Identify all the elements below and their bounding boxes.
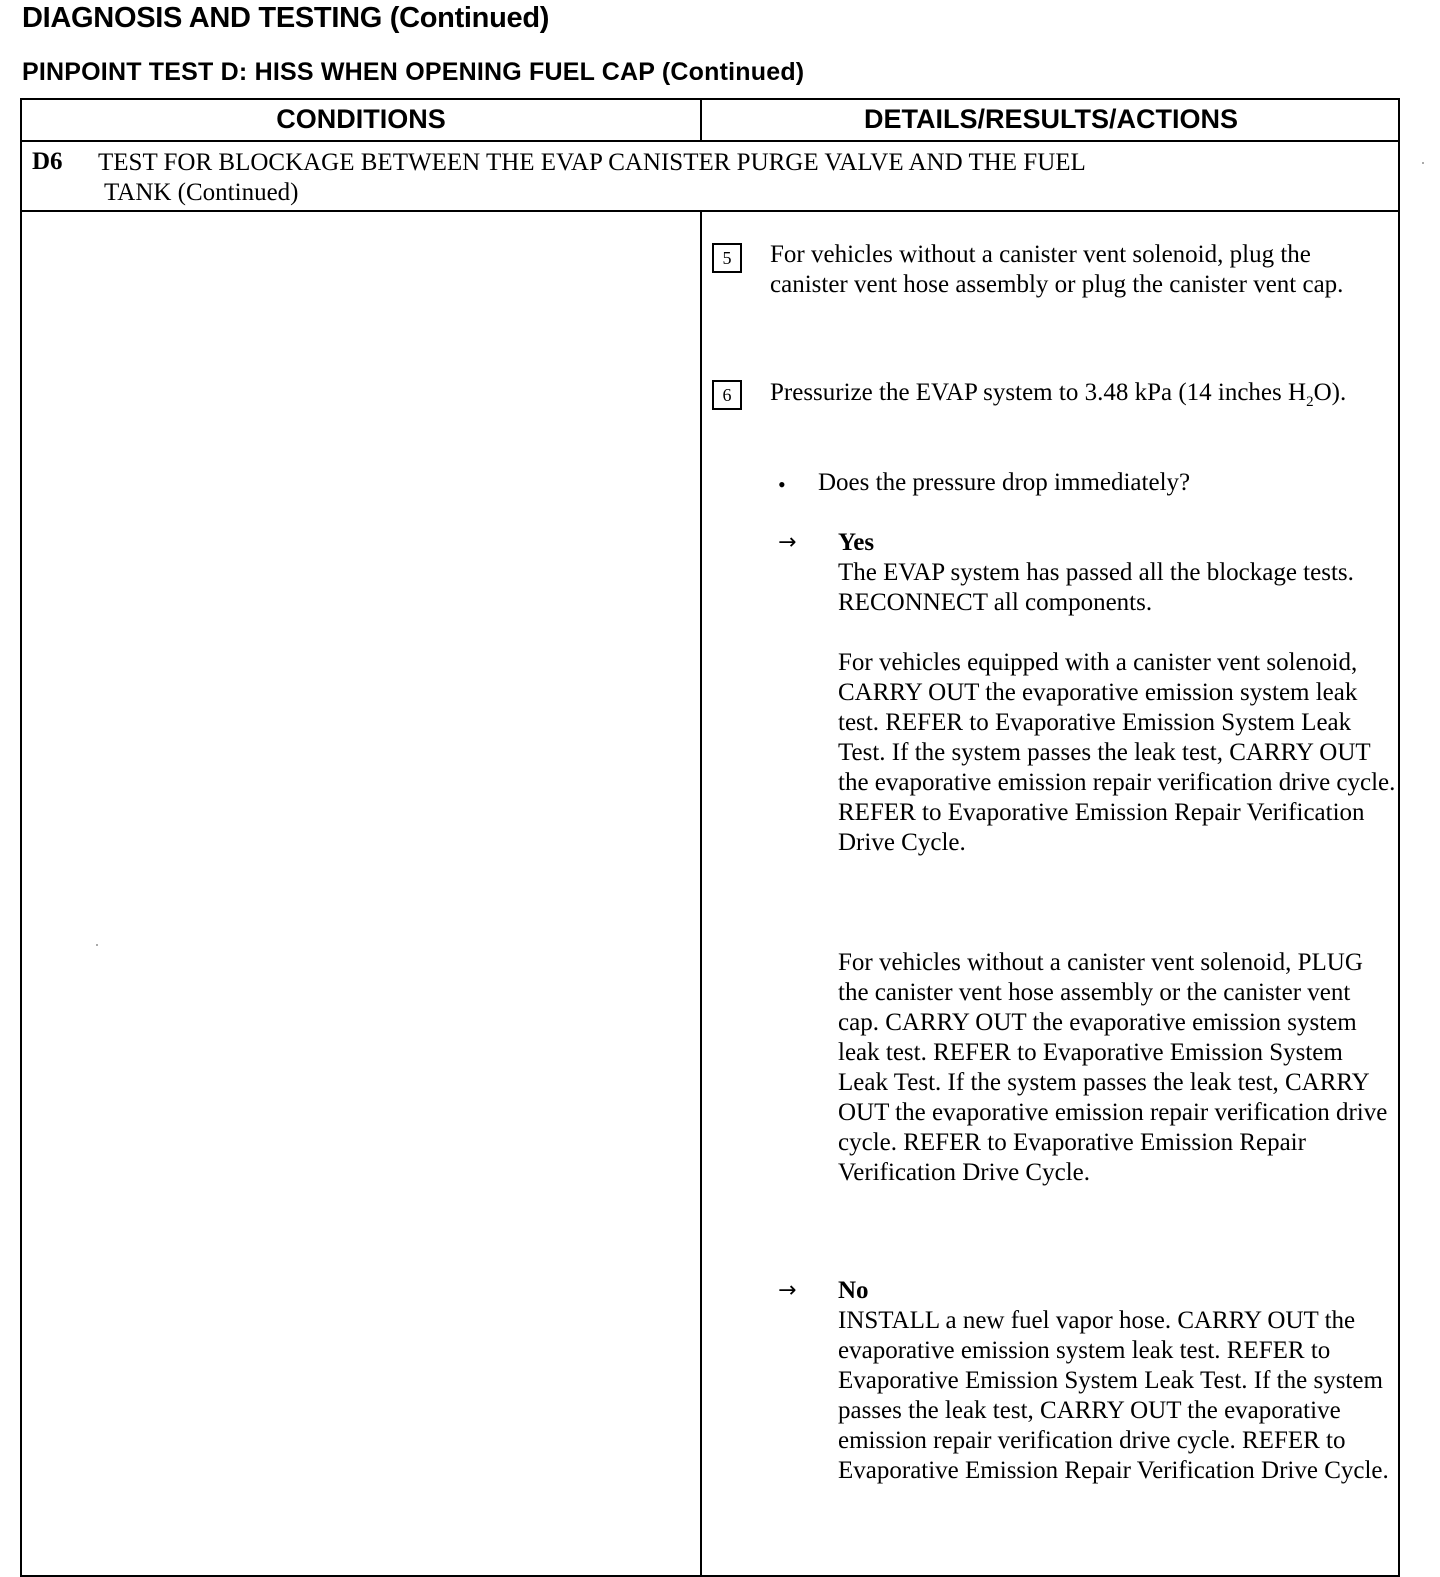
substep-6-text-pre: Pressurize the EVAP system to 3.48 kPa (14 inches H bbox=[770, 379, 1307, 406]
result-yes-paragraph-2: For vehicles equipped with a canister vent solenoid, CARRY OUT the evaporative emission system leak test. REFER to Evaporative Emission System Leak Test. If the system passes the leak test, CARRY OUT the evaporative emission repair verification drive cycle. REFER to Evaporative Emission Repair Verification Drive Cycle. bbox=[838, 649, 1396, 856]
step-title-line-1: TEST FOR BLOCKAGE BETWEEN THE EVAP CANISTER PURGE VALVE AND THE FUEL bbox=[98, 149, 1086, 176]
substep-6-text-post: O). bbox=[1313, 379, 1347, 406]
result-yes-label: Yes bbox=[838, 529, 875, 556]
column-divider-body bbox=[700, 210, 702, 1575]
bullet-icon: • bbox=[778, 472, 786, 497]
result-arrow-icon: → bbox=[778, 530, 797, 555]
result-yes-paragraph-3: For vehicles without a canister vent solenoid, PLUG the canister vent hose assembly or the canister vent cap. CARRY OUT the evaporative emission system leak test. REFER to Evaporative Emission System Leak Test. If the system passes the leak test, CARRY OUT the evaporative emission repair verification drive cycle. REFER to Evaporative Emission Repair Verification Drive Cycle. bbox=[838, 949, 1388, 1186]
step-title-line-2: TANK (Continued) bbox=[104, 179, 299, 206]
scan-speck bbox=[1422, 162, 1424, 164]
column-header-details: DETAILS/RESULTS/ACTIONS bbox=[863, 104, 1238, 134]
result-no-label: No bbox=[838, 1277, 869, 1304]
substep-6-text bbox=[770, 378, 1388, 417]
substep-number-5: 5 bbox=[712, 243, 742, 273]
pinpoint-test-table bbox=[20, 98, 1400, 1577]
substep-6-question: Does the pressure drop immediately? bbox=[818, 469, 1191, 496]
pinpoint-test-title: PINPOINT TEST D: HISS WHEN OPENING FUEL CAP (Continued) bbox=[22, 58, 805, 86]
column-header-conditions: CONDITIONS bbox=[276, 104, 446, 134]
step-row-divider bbox=[22, 210, 1398, 212]
substep-5-text: For vehicles without a canister vent solenoid, plug the canister vent hose assembly or plug the canister vent cap. bbox=[770, 241, 1344, 298]
result-no-paragraph-1: INSTALL a new fuel vapor hose. CARRY OUT the evaporative emission system leak test. REFER to Evaporative Emission System Leak Test. If the system passes the leak test, CARRY OUT the evaporative emission repair verification drive cycle. REFER to Evaporative Emission Repair Verification Drive Cycle. bbox=[838, 1307, 1389, 1484]
scan-speck bbox=[96, 944, 98, 946]
result-arrow-icon: → bbox=[778, 1278, 797, 1303]
section-title: DIAGNOSIS AND TESTING (Continued) bbox=[22, 2, 550, 34]
step-title bbox=[98, 148, 1378, 208]
substep-number-6: 6 bbox=[712, 380, 742, 410]
step-id: D6 bbox=[32, 148, 63, 175]
result-yes-paragraph-1: The EVAP system has passed all the blockage tests. RECONNECT all components. bbox=[838, 559, 1354, 616]
column-divider-header bbox=[700, 100, 702, 140]
header-row-divider bbox=[22, 140, 1398, 142]
substep-6-text-subscript: 2 bbox=[1306, 394, 1314, 410]
